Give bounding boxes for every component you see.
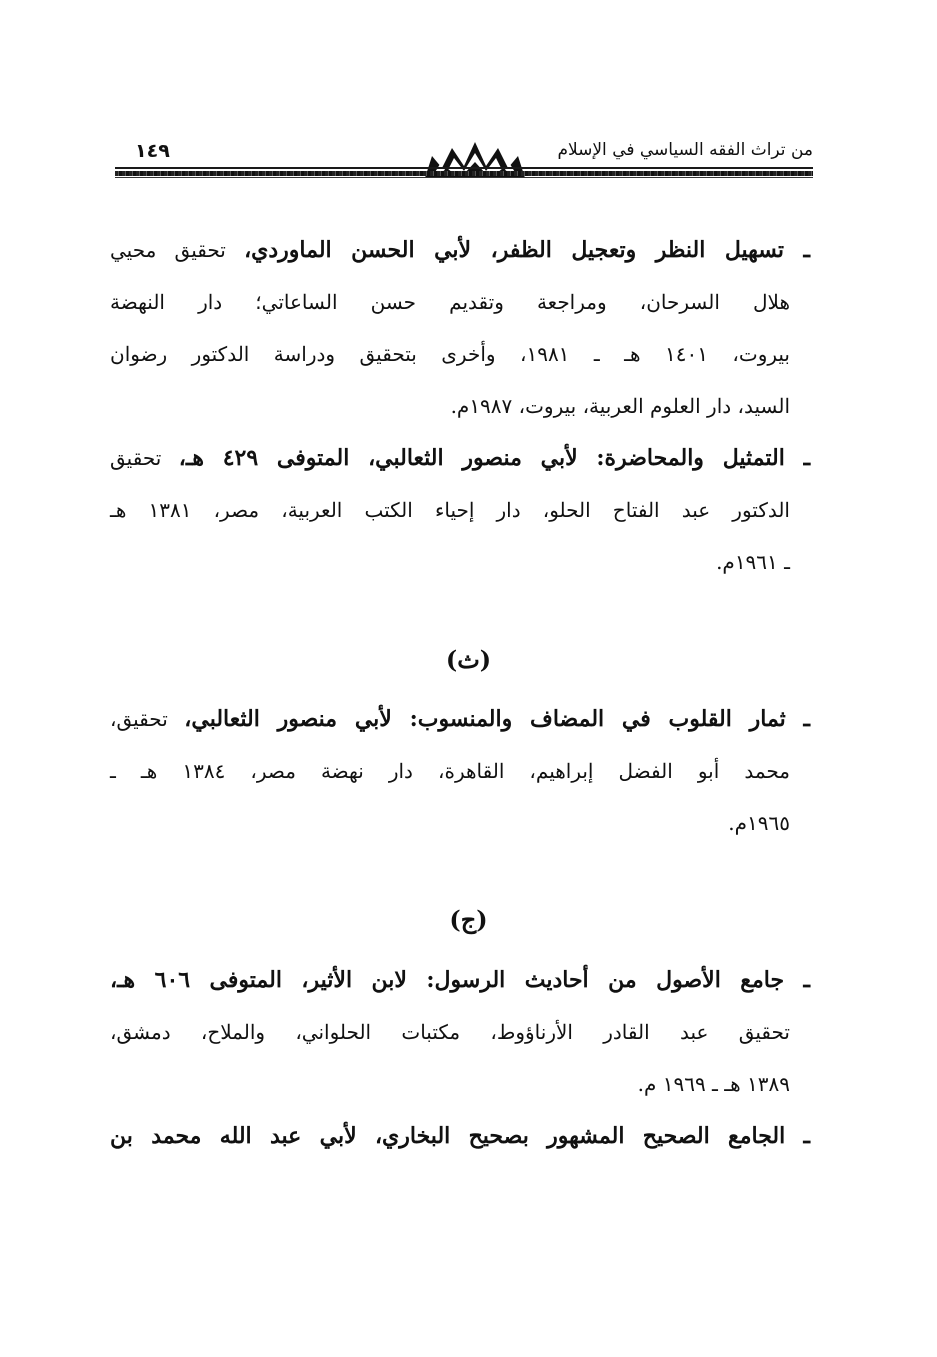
header-rule [115,167,813,179]
entry-line: ـ تسهيل النظر وتعجيل الظفر، لأبي الحسن الماوردي، تحقيق محيي [110,237,810,263]
entry-line: هلال السرحان، ومراجعة وتقديم حسن الساعاتي؛ دار النهضة [110,290,790,314]
entry-line: ـ ثمار القلوب في المضاف والمنسوب: لأبي منصور الثعالبي، تحقيق، [110,706,810,732]
entry-line: بيروت، ١٤٠١ هـ ـ ١٩٨١، وأخرى بتحقيق ودراسة الدكتور رضوان [110,342,791,366]
entry-line: ـ التمثيل والمحاضرة: لأبي منصور الثعالبي، المتوفى ٤٢٩ هـ، تحقيق [110,445,811,471]
entry-line: تحقيق عبد القادر الأرناؤوط، مكتبات الحلواني، والملاح، دمشق، [110,1020,790,1044]
running-header-title: من تراث الفقه السياسي في الإسلام [557,140,813,160]
section-heading-jim: (ج) [449,905,488,934]
entry-line: ـ الجامع الصحيح المشهور بصحيح البخاري، لأبي عبد الله محمد بن [110,1123,810,1149]
entry-line: السيد، دار العلوم العربية، بيروت، ١٩٨٧م. [450,394,790,418]
page-number: ١٤٩ [135,140,170,162]
entry-line: ١٩٦٥م. [728,811,790,835]
section-heading-tha: (ث) [445,645,492,674]
entry-line: ١٣٨٩ هـ ـ ١٩٦٩ م. [637,1072,790,1096]
entry-line: محمد أبو الفضل إبراهيم، القاهرة، دار نهضة مصر، ١٣٨٤ هـ ـ [110,759,791,783]
entry-line: ـ جامع الأصول من أحاديث الرسول: لابن الأثير، المتوفى ٦٠٦ هـ، [110,967,810,993]
running-header [115,136,813,186]
entry-line: الدكتور عبد الفتاح الحلو، دار إحياء الكتب العربية، مصر، ١٣٨١ هـ [110,498,790,522]
entry-line: ـ ١٩٦١م. [716,550,790,574]
